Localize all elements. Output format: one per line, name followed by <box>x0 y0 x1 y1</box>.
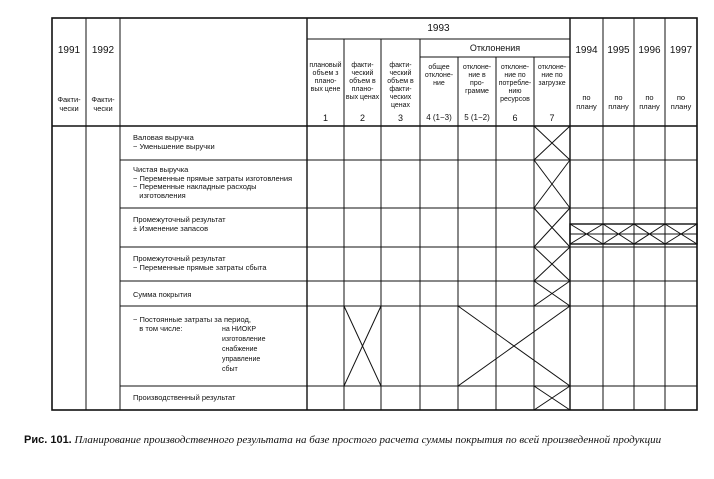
year-1993: 1993 <box>427 23 450 34</box>
row-fixed-costs: − Постоянные затраты за период, в том числе: <box>133 315 252 333</box>
year-1994: 1994 <box>575 45 598 56</box>
col2-header: факти- ческий объем в плано- вых ценах <box>345 62 380 101</box>
plan-label-1995: по плану <box>608 93 629 111</box>
col6-number: 6 <box>512 113 518 123</box>
year-1992: 1992 <box>91 45 115 56</box>
col7-number: 7 <box>549 113 555 123</box>
year-1997: 1997 <box>669 45 693 56</box>
plan-label-1997: по плану <box>670 93 692 111</box>
col4-header: общее отклоне- ние <box>424 64 454 87</box>
col5-header: отклоне- ние в про- грамме <box>462 64 492 95</box>
fact-label-1991: Факти- чески <box>57 95 81 113</box>
col6-header: отклоне- ние по потребле- нию ресурсов <box>498 64 532 103</box>
col4-number: 4 (1−3) <box>426 113 452 122</box>
plan-label-1994: по плану <box>576 93 597 111</box>
row-fixed-costs-breakdown: на НИОКР изготовление снабжение управление сбыт <box>222 326 266 373</box>
col1-header: плановый объем з плано- вых цене <box>309 62 342 93</box>
caption-label: Рис. 101. <box>24 434 72 446</box>
plan-label-1996: по плану <box>639 93 660 111</box>
col3-header: факти- ческий объем в факти- ческих ценах <box>387 62 414 109</box>
row-production-result: Производственный результат <box>133 393 236 402</box>
row-contribution-margin: Сумма покрытия <box>133 290 192 299</box>
col7-header: отклоне- ние по загрузке <box>537 64 567 87</box>
row-intermediate-result-2: Промежуточный результат − Переменные прямые затраты сбыта <box>133 254 267 272</box>
figure-caption <box>24 434 684 447</box>
col2-number: 2 <box>359 113 365 123</box>
col1-number: 1 <box>322 113 328 123</box>
fact-label-1992: Факти- чески <box>91 95 115 113</box>
row-net-revenue: Чистая выручка − Переменные прямые затраты изготовления − Переменные накладные расходы изготовления <box>133 165 293 200</box>
col3-number: 3 <box>397 113 403 123</box>
year-1991: 1991 <box>57 45 81 56</box>
year-1996: 1996 <box>638 45 661 56</box>
year-1995: 1995 <box>607 45 630 56</box>
caption-text: Планирование производственного результата на базе простого расчета суммы покрытия по всей произведенной продукции <box>74 434 662 446</box>
col5-number: 5 (1−2) <box>464 113 490 122</box>
row-intermediate-result: Промежуточный результат ± Изменение запасов <box>133 215 226 233</box>
deviations-label: Отклонения <box>469 43 521 53</box>
row-gross-revenue: Валовая выручка − Уменьшение выручки <box>133 133 215 151</box>
